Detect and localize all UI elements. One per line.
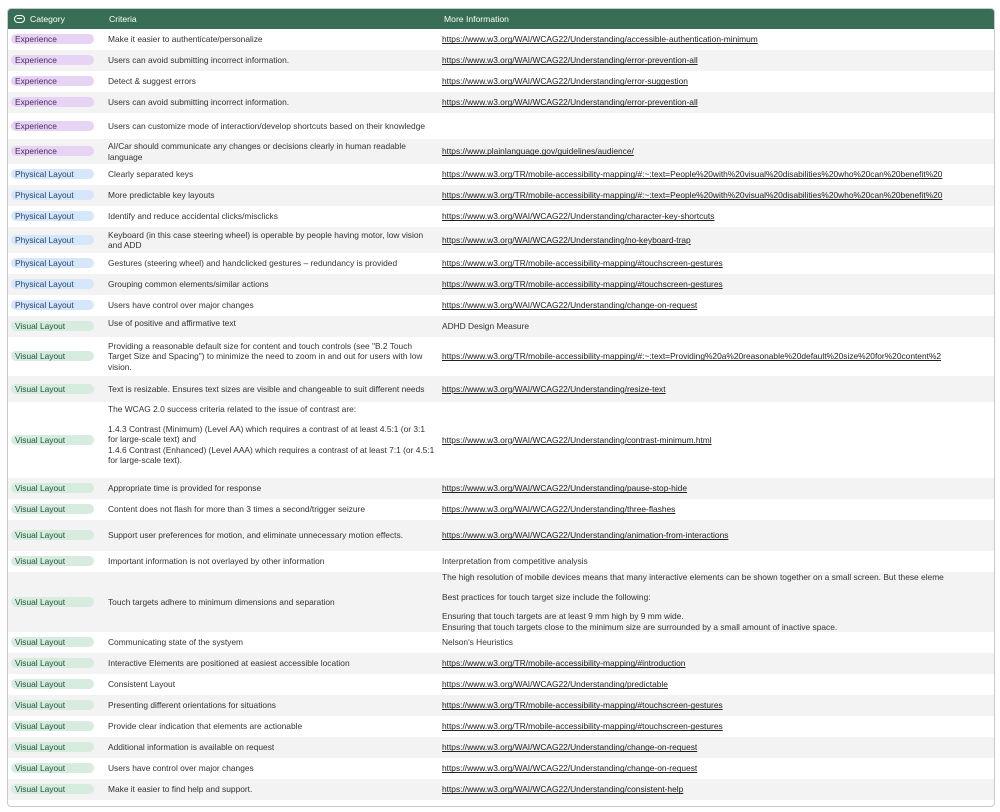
info-cell (440, 499, 994, 520)
info-cell (440, 92, 994, 113)
table-row (8, 695, 994, 716)
info-cell (440, 402, 994, 478)
info-cell (440, 50, 994, 71)
table-row (8, 92, 994, 113)
info-cell (440, 139, 994, 164)
category-chip[interactable]: Experience (11, 97, 94, 107)
table-row (8, 572, 994, 632)
info-link[interactable]: https://www.w3.org/TR/mobile-accessibility-mapping/#:~:text=People%20with%20visual%20disabilities%20who%20can%20benefit%20 (442, 190, 943, 201)
category-chip[interactable]: Experience (11, 146, 94, 156)
info-cell (440, 337, 994, 376)
category-chip[interactable]: Visual Layout (11, 784, 94, 794)
category-cell (8, 758, 105, 779)
criteria-cell: Users can avoid submitting incorrect information. (108, 55, 290, 66)
column-header-category[interactable] (8, 9, 105, 29)
table-row (8, 737, 994, 758)
dropdown-chip-icon (14, 15, 25, 23)
category-chip[interactable]: Physical Layout (11, 258, 94, 268)
info-link[interactable]: https://www.w3.org/TR/mobile-accessibility-mapping/#:~:text=Providing%20a%20reasonable%20default%20size%20for%20content%2 (442, 351, 942, 362)
criteria-cell: Support user preferences for motion, and eliminate unnecessary motion effects. (108, 530, 403, 541)
category-cell (8, 29, 105, 50)
category-chip[interactable]: Visual Layout (11, 658, 94, 668)
table-row (8, 402, 994, 478)
paragraph-gap (442, 602, 994, 611)
criteria-cell: Presenting different orientations for situations (108, 700, 276, 711)
info-line: Ensuring that touch targets close to the minimum size are surrounded by a small amount of inactive space. (442, 621, 838, 632)
criteria-cell: More predictable key layouts (108, 190, 215, 201)
category-cell (8, 376, 105, 402)
info-cell (440, 185, 994, 206)
table-row (8, 779, 994, 800)
info-link[interactable]: https://www.w3.org/WAI/WCAG22/Understanding/pause-stop-hide (442, 483, 688, 494)
info-link[interactable]: https://www.w3.org/TR/mobile-accessibility-mapping/#touchscreen-gestures (442, 258, 723, 269)
paragraph-gap (442, 583, 994, 592)
criteria-cell: Provide clear indication that elements are actionable (108, 721, 303, 732)
table-row (8, 337, 994, 376)
info-link[interactable]: https://www.w3.org/TR/mobile-accessibility-mapping/#introduction (442, 658, 686, 669)
info-link[interactable]: https://www.w3.org/WAI/WCAG22/Understanding/no-keyboard-trap (442, 234, 691, 245)
info-line: Best practices for touch target size include the following: (442, 591, 651, 602)
info-text: Nelson's Heuristics (442, 637, 513, 648)
table-row (8, 653, 994, 674)
criteria-table (8, 9, 994, 800)
category-cell (8, 695, 105, 716)
category-chip[interactable]: Visual Layout (11, 504, 94, 514)
category-cell (8, 499, 105, 520)
info-cell (440, 376, 994, 402)
info-link[interactable]: https://www.w3.org/WAI/WCAG22/Understanding/consistent-help (442, 784, 684, 795)
category-chip[interactable]: Visual Layout (11, 637, 94, 647)
column-header-criteria[interactable]: Criteria (109, 14, 137, 24)
criteria-cell: Detect & suggest errors (108, 76, 196, 87)
criteria-cell: Users have control over major changes (108, 300, 254, 311)
category-cell (8, 716, 105, 737)
criteria-line: The WCAG 2.0 success criteria related to the issue of contrast are: (108, 404, 357, 414)
category-cell (8, 92, 105, 113)
criteria-cell: Touch targets adhere to minimum dimensions and separation (108, 596, 335, 607)
category-chip[interactable]: Physical Layout (11, 211, 94, 221)
info-link[interactable]: https://www.w3.org/TR/mobile-accessibility-mapping/#touchscreen-gestures (442, 721, 723, 732)
criteria-cell: Users can customize mode of interaction/develop shortcuts based on their knowledge (108, 120, 426, 131)
table-row (8, 50, 994, 71)
table-row (8, 185, 994, 206)
info-cell (440, 206, 994, 227)
category-chip[interactable]: Visual Layout (11, 700, 94, 710)
category-chip[interactable]: Physical Layout (11, 300, 94, 310)
criteria-cell: Grouping common elements/similar actions (108, 279, 269, 290)
info-cell (440, 295, 994, 316)
category-cell (8, 551, 105, 572)
criteria-cell: Communicating state of the systyem (108, 637, 243, 648)
info-cell (440, 779, 994, 800)
info-line: Ensuring that touch targets are at least 9 mm high by 9 mm wide. (442, 611, 684, 621)
criteria-cell: Additional information is available on request (108, 742, 275, 753)
table-row (8, 520, 994, 551)
table-row (8, 316, 994, 337)
info-link[interactable]: https://www.w3.org/WAI/WCAG22/Understanding/change-on-request (442, 742, 698, 753)
spreadsheet-table (7, 8, 995, 807)
criteria-line: 1.4.3 Contrast (Minimum) (Level AA) which requires a contrast of at least 4.5:1 (or 3:1 for large-scale text) and (108, 423, 425, 444)
category-chip[interactable]: Physical Layout (11, 190, 94, 200)
category-cell (8, 316, 105, 337)
info-link[interactable]: https://www.w3.org/WAI/WCAG22/Understanding/resize-text (442, 383, 666, 394)
table-row (8, 139, 994, 164)
table-row (8, 113, 994, 139)
table-row (8, 551, 994, 572)
category-cell (8, 295, 105, 316)
criteria-cell: Consistent Layout (108, 679, 176, 690)
criteria-cell: Identify and reduce accidental clicks/misclicks (108, 211, 278, 222)
info-cell (440, 253, 994, 274)
category-chip[interactable]: Visual Layout (11, 530, 94, 540)
category-chip[interactable]: Visual Layout (11, 321, 94, 331)
table-row (8, 253, 994, 274)
criteria-cell: Gestures (steering wheel) and handclicked gestures – redundancy is provided (108, 258, 398, 269)
info-cell (440, 737, 994, 758)
category-chip[interactable]: Physical Layout (11, 169, 94, 179)
category-chip[interactable]: Physical Layout (11, 279, 94, 289)
category-cell (8, 674, 105, 695)
table-row (8, 632, 994, 653)
criteria-cell: Clearly separated keys (108, 169, 194, 180)
info-cell (440, 316, 994, 337)
info-text: Interpretation from competitive analysis (442, 556, 588, 567)
criteria-cell: AI/Car should communicate any changes or decisions clearly in human readable language (108, 141, 406, 162)
table-row (8, 674, 994, 695)
criteria-cell: Users have control over major changes (108, 763, 254, 774)
info-link[interactable]: https://www.w3.org/WAI/WCAG22/Understanding/three-flashes (442, 504, 676, 515)
info-cell (440, 227, 994, 253)
category-cell (8, 520, 105, 551)
info-link[interactable]: https://www.w3.org/WAI/WCAG22/Understanding/error-prevention-all (442, 97, 698, 108)
category-chip[interactable]: Experience (11, 76, 94, 86)
column-header-info[interactable]: More Information (444, 14, 509, 24)
info-cell (440, 716, 994, 737)
info-link[interactable]: https://www.w3.org/TR/mobile-accessibility-mapping/#touchscreen-gestures (442, 279, 723, 290)
table-row (8, 206, 994, 227)
category-cell (8, 337, 105, 376)
info-cell (440, 164, 994, 185)
column-header-category-label: Category (30, 14, 65, 24)
info-cell (440, 274, 994, 295)
category-chip[interactable]: Experience (11, 34, 94, 44)
category-cell (8, 572, 105, 632)
criteria-cell: Use of positive and affirmative text (108, 318, 236, 328)
table-row (8, 274, 994, 295)
category-chip[interactable]: Visual Layout (11, 384, 94, 394)
info-link[interactable]: https://www.w3.org/WAI/WCAG22/Understanding/accessible-authentication-minimum (442, 34, 758, 45)
info-cell (440, 520, 994, 551)
category-chip[interactable]: Experience (11, 121, 94, 131)
table-row (8, 758, 994, 779)
table-row (8, 716, 994, 737)
category-chip[interactable]: Visual Layout (11, 597, 94, 607)
category-cell (8, 402, 105, 478)
info-link[interactable]: https://www.w3.org/WAI/WCAG22/Understanding/animation-from-interactions (442, 530, 729, 541)
criteria-cell: Users can avoid submitting incorrect information. (108, 97, 290, 108)
info-cell (440, 674, 994, 695)
category-cell (8, 50, 105, 71)
criteria-cell: Interactive Elements are positioned at easiest accessible location (108, 658, 350, 669)
category-cell (8, 779, 105, 800)
criteria-cell: Important information is not overlayed by other information (108, 556, 325, 567)
category-cell (8, 113, 105, 139)
table-row (8, 376, 994, 402)
table-row (8, 227, 994, 253)
info-text: ADHD Design Measure (442, 321, 530, 332)
table-row (8, 295, 994, 316)
category-chip[interactable]: Visual Layout (11, 679, 94, 689)
criteria-cell: Text is resizable. Ensures text sizes are visible and changeable to suit different needs (108, 383, 425, 394)
info-link[interactable]: https://www.w3.org/TR/mobile-accessibility-mapping/#:~:text=People%20with%20visual%20disabilities%20who%20can%20benefit%20 (442, 169, 943, 180)
header-row (8, 9, 994, 29)
info-line: The high resolution of mobile devices means that many interactive elements can be shown together on a small screen. But these eleme (442, 572, 944, 582)
table-row (8, 29, 994, 50)
info-link[interactable]: https://www.plainlanguage.gov/guidelines/audience/ (442, 146, 634, 157)
info-cell (440, 71, 994, 92)
info-cell (440, 113, 994, 139)
criteria-cell: Providing a reasonable default size for content and touch controls (see "B.2 Touch Target Size and Spacing") to minimize the need to zoom in and out for users with low vision. (108, 340, 423, 372)
category-chip[interactable]: Visual Layout (11, 483, 94, 493)
criteria-cell: Make it easier to find help and support. (108, 784, 253, 795)
criteria-cell (105, 402, 440, 478)
info-link[interactable]: https://www.w3.org/WAI/WCAG22/Understanding/contrast-minimum.html (442, 434, 712, 445)
category-cell (8, 653, 105, 674)
category-cell (8, 632, 105, 653)
category-cell (8, 206, 105, 227)
category-cell (8, 227, 105, 253)
category-chip[interactable]: Visual Layout (11, 721, 94, 731)
category-cell (8, 164, 105, 185)
category-cell (8, 71, 105, 92)
category-cell (8, 253, 105, 274)
info-link[interactable]: https://www.w3.org/TR/mobile-accessibility-mapping/#touchscreen-gestures (442, 700, 723, 711)
paragraph-gap (108, 415, 436, 424)
info-link[interactable]: https://www.w3.org/WAI/WCAG22/Understanding/error-prevention-all (442, 55, 698, 66)
info-cell (440, 758, 994, 779)
criteria-line: 1.4.6 Contrast (Enhanced) (Level AAA) which requires a contrast of at least 7:1 (or 4.5:1 for large-scale text). (108, 444, 435, 465)
category-chip[interactable]: Physical Layout (11, 235, 94, 245)
category-cell (8, 185, 105, 206)
info-link[interactable]: https://www.w3.org/WAI/WCAG22/Understanding/change-on-request (442, 300, 698, 311)
category-chip[interactable]: Visual Layout (11, 556, 94, 566)
info-link[interactable]: https://www.w3.org/WAI/WCAG22/Understanding/change-on-request (442, 763, 698, 774)
criteria-cell: Appropriate time is provided for response (108, 483, 262, 494)
criteria-cell: Content does not flash for more than 3 times a second/trigger seizure (108, 504, 365, 515)
info-link[interactable]: https://www.w3.org/WAI/WCAG22/Understanding/error-suggestion (442, 76, 688, 87)
category-chip[interactable]: Visual Layout (11, 435, 94, 445)
category-cell (8, 139, 105, 164)
info-cell (440, 695, 994, 716)
info-cell (440, 653, 994, 674)
table-row (8, 71, 994, 92)
table-row (8, 478, 994, 499)
category-cell (8, 274, 105, 295)
category-chip[interactable]: Experience (11, 55, 94, 65)
table-row (8, 499, 994, 520)
info-cell (440, 551, 994, 572)
criteria-cell: Keyboard (in this case steering wheel) is operable by people having motor, low vision and ADD (108, 229, 424, 250)
info-cell (440, 632, 994, 653)
category-cell (8, 478, 105, 499)
table-row (8, 164, 994, 185)
category-chip[interactable]: Visual Layout (11, 742, 94, 752)
category-cell (8, 737, 105, 758)
info-link[interactable]: https://www.w3.org/WAI/WCAG22/Understanding/predictable (442, 679, 668, 690)
info-cell (440, 478, 994, 499)
category-chip[interactable]: Visual Layout (11, 763, 94, 773)
criteria-cell: Make it easier to authenticate/personalize (108, 34, 263, 45)
info-cell (440, 572, 994, 632)
category-chip[interactable]: Visual Layout (11, 351, 94, 361)
info-cell (440, 29, 994, 50)
info-link[interactable]: https://www.w3.org/WAI/WCAG22/Understanding/character-key-shortcuts (442, 211, 715, 222)
